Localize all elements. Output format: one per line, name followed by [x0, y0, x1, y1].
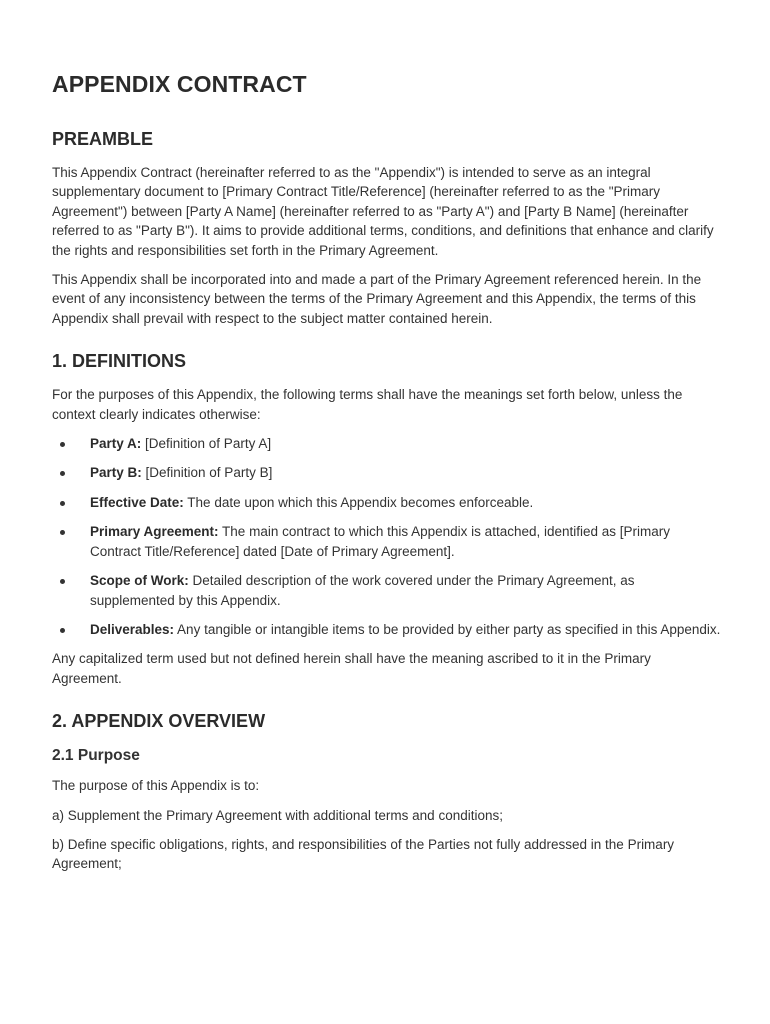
definition-text: The date upon which this Appendix becomes enforceable. [183, 494, 534, 510]
bullet-icon [60, 501, 65, 506]
document-title: APPENDIX CONTRACT [52, 71, 307, 97]
document-page [52, 68, 722, 874]
purpose-subheading: 2.1 Purpose [52, 747, 140, 765]
definition-item-party-b [52, 463, 722, 482]
definition-text: Detailed description of the work covered under the Primary Agreement, as supplemented by this Appendix. [90, 573, 635, 608]
bullet-icon [60, 442, 65, 447]
definition-item-party-a [52, 434, 722, 453]
bullet-icon [60, 530, 65, 535]
definitions-closing: Any capitalized term used but not defined herein shall have the meaning ascribed to it in the Primary Agreement. [52, 651, 651, 686]
definition-text: [Definition of Party A] [141, 436, 272, 452]
definition-item-deliverables [52, 620, 722, 639]
definitions-heading: 1. DEFINITIONS [52, 351, 187, 372]
definition-text: Any tangible or intangible items to be provided by either party as specified in this Appendix. [174, 621, 721, 637]
preamble-paragraph-2: This Appendix shall be incorporated into and made a part of the Primary Agreement referenced herein. In the event of any inconsistency between the terms of the Primary Agreement and this Appendix, the terms of this Appendix shall prevail with respect to the subject matter contained herein. [52, 272, 702, 326]
definition-item-scope-of-work [52, 571, 722, 610]
definition-term: Scope of Work: [90, 573, 189, 589]
definition-term: Deliverables: [90, 621, 175, 637]
preamble-heading: PREAMBLE [52, 129, 154, 149]
bullet-icon [60, 471, 65, 476]
definition-text: [Definition of Party B] [141, 465, 273, 481]
purpose-item-b: b) Define specific obligations, rights, and responsibilities of the Parties not fully addressed in the Primary Agreement; [52, 836, 675, 872]
bullet-icon [60, 579, 65, 584]
definition-term: Primary Agreement: [90, 524, 219, 540]
definition-term: Party B: [90, 465, 142, 481]
overview-heading: 2. APPENDIX OVERVIEW [52, 711, 266, 732]
definition-term: Party A: [90, 436, 142, 452]
definition-item-effective-date [52, 493, 722, 512]
definition-term: Effective Date: [90, 494, 184, 510]
purpose-intro: The purpose of this Appendix is to: [52, 778, 260, 794]
definitions-list [52, 434, 722, 639]
definition-text: The main contract to which this Appendix is attached, identified as [Primary Contract Title/Reference] dated [Date of Primary Agreement]. [90, 524, 671, 559]
bullet-icon [60, 628, 65, 633]
preamble-paragraph-1: This Appendix Contract (hereinafter referred to as the "Appendix") is intended to serve as an integral supplementary document to [Primary Contract Title/Reference] (hereinafter referred to as the "Primary Agreement") between [Party A Name] (hereinafter referred to as "Party A") and [Party B Name] (hereinafter referred to as "Party B"). It aims to provide additional terms, conditions, and definitions that enhance and clarify the rights and responsibilities set forth in the Primary Agreement. [52, 165, 714, 258]
definitions-intro: For the purposes of this Appendix, the following terms shall have the meanings set forth below, unless the context clearly indicates otherwise: [52, 387, 683, 422]
definition-item-primary-agreement [52, 522, 722, 561]
purpose-item-a: a) Supplement the Primary Agreement with additional terms and conditions; [52, 807, 503, 823]
